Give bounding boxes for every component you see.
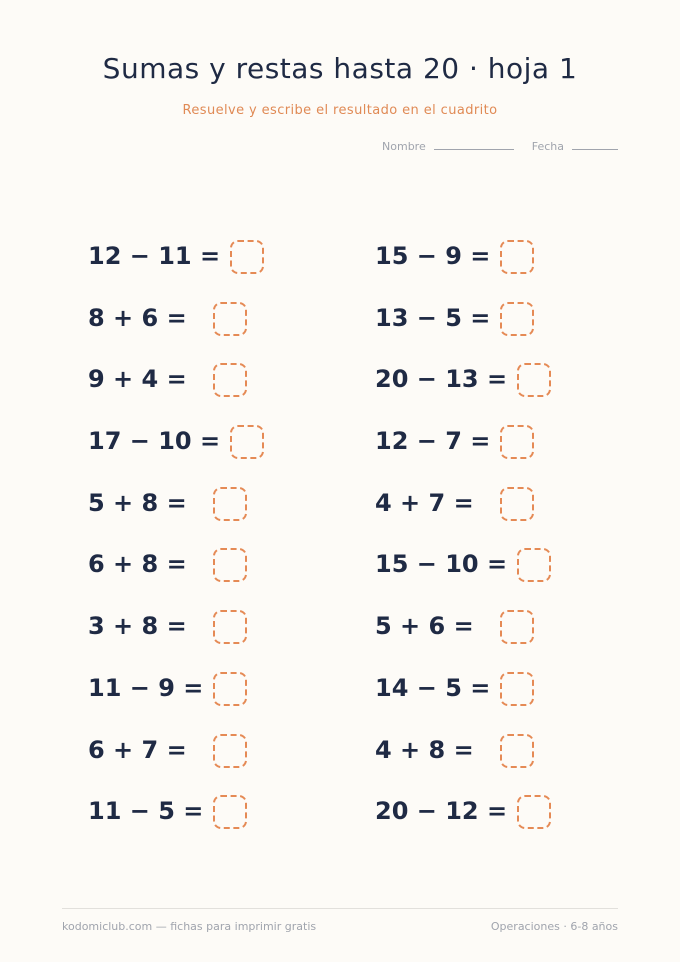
footer-divider <box>62 908 618 909</box>
left-exercise-column <box>88 238 264 855</box>
exercise-row <box>375 485 551 547</box>
answer-box[interactable] <box>213 363 247 397</box>
exercise-row <box>375 793 551 855</box>
answer-box[interactable] <box>230 240 264 274</box>
footer-site: kodomiclub.com — fichas para imprimir gratis <box>62 920 317 933</box>
exercise-expression: 6 + 8 = <box>88 550 187 579</box>
name-line[interactable] <box>434 139 514 150</box>
exercise-expression: 14 − 5 = <box>375 673 491 702</box>
answer-box[interactable] <box>500 672 534 706</box>
exercise-row <box>88 732 264 794</box>
exercise-row <box>88 423 264 485</box>
exercise-row <box>88 300 264 362</box>
answer-box[interactable] <box>500 610 534 644</box>
exercise-expression: 15 − 9 = <box>375 242 491 270</box>
exercise-row <box>375 423 551 485</box>
answer-box[interactable] <box>500 487 534 521</box>
date-label: Fecha <box>531 140 564 153</box>
answer-box[interactable] <box>500 425 534 459</box>
exercise-expression: 4 + 8 = <box>375 735 474 764</box>
exercise-row <box>88 670 264 732</box>
answer-box[interactable] <box>213 734 247 768</box>
exercise-expression: 5 + 8 = <box>88 488 187 517</box>
exercise-row <box>88 608 264 670</box>
exercise-expression: 12 − 7 = <box>375 427 491 456</box>
exercise-row <box>88 238 264 300</box>
answer-box[interactable] <box>230 425 264 459</box>
exercise-expression: 13 − 5 = <box>375 303 491 332</box>
exercise-expression: 11 − 9 = <box>88 673 204 702</box>
answer-box[interactable] <box>500 240 534 274</box>
exercise-expression: 6 + 7 = <box>88 735 187 764</box>
exercise-row <box>375 608 551 670</box>
answer-box[interactable] <box>517 548 551 582</box>
date-line[interactable] <box>572 139 618 150</box>
exercise-row <box>375 732 551 794</box>
right-exercise-column <box>375 238 551 855</box>
answer-box[interactable] <box>500 734 534 768</box>
answer-box[interactable] <box>213 487 247 521</box>
exercise-row <box>88 361 264 423</box>
page-subtitle: Resuelve y escribe el resultado en el cuadrito <box>182 103 498 118</box>
name-date-fields <box>382 139 618 153</box>
exercise-expression: 9 + 4 = <box>88 365 187 394</box>
name-label: Nombre <box>382 140 426 153</box>
exercise-expression: 17 − 10 = <box>88 427 221 456</box>
exercise-expression: 11 − 5 = <box>88 797 204 826</box>
exercise-row <box>88 546 264 608</box>
exercise-row <box>88 793 264 855</box>
exercise-row <box>375 300 551 362</box>
answer-box[interactable] <box>213 610 247 644</box>
answer-box[interactable] <box>213 548 247 582</box>
exercise-expression: 15 − 10 = <box>375 550 508 579</box>
footer-category: Operaciones · 6-8 años <box>490 920 618 933</box>
answer-box[interactable] <box>213 302 247 336</box>
answer-box[interactable] <box>500 302 534 336</box>
page-title: Sumas y restas hasta 20 · hoja 1 <box>102 52 578 85</box>
answer-box[interactable] <box>517 795 551 829</box>
exercise-row <box>88 485 264 547</box>
exercise-expression: 12 − 11 = <box>88 242 221 270</box>
exercise-expression: 8 + 6 = <box>88 303 187 332</box>
exercise-row <box>375 670 551 732</box>
exercise-expression: 4 + 7 = <box>375 488 474 517</box>
exercise-expression: 5 + 6 = <box>375 612 474 641</box>
exercise-row <box>375 238 551 300</box>
answer-box[interactable] <box>213 795 247 829</box>
answer-box[interactable] <box>213 672 247 706</box>
answer-box[interactable] <box>517 363 551 397</box>
exercise-expression: 3 + 8 = <box>88 612 187 641</box>
exercise-row <box>375 546 551 608</box>
exercise-expression: 20 − 13 = <box>375 365 508 394</box>
exercise-row <box>375 361 551 423</box>
exercise-expression: 20 − 12 = <box>375 797 508 826</box>
